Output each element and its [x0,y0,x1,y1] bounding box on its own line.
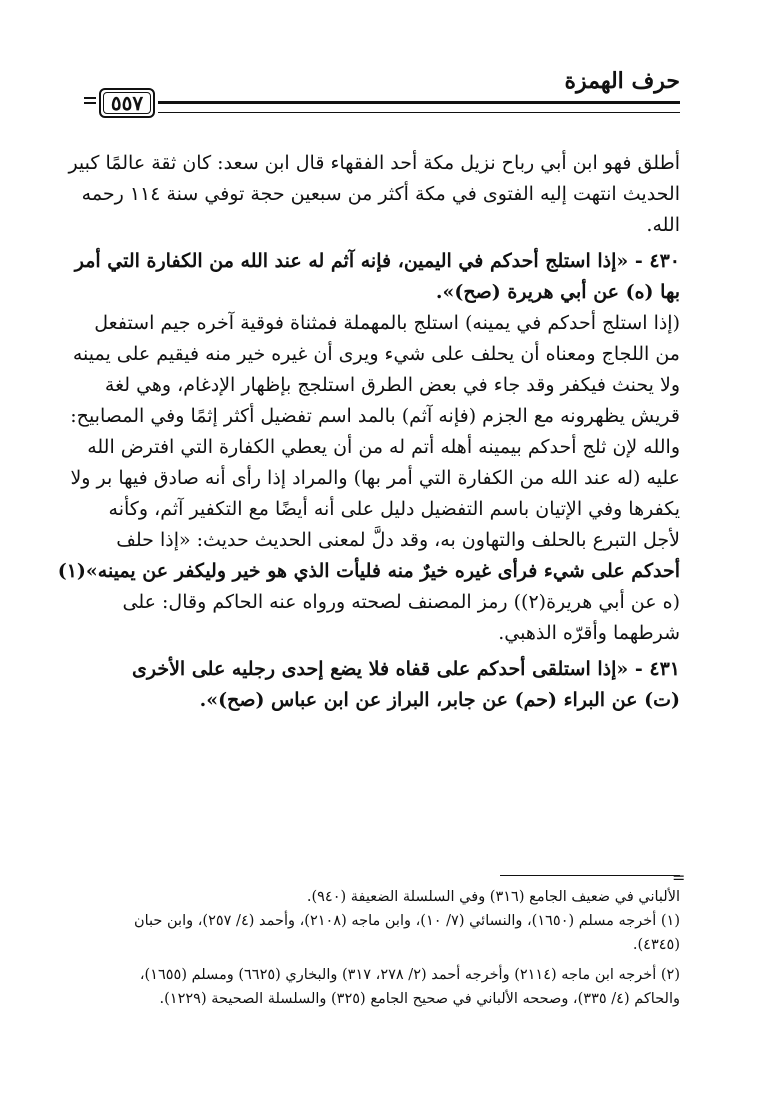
text-line: ولا يحنث فيكفر وقد جاء في بعض الطرق استلجج بإظهار الإدغام، وهي لغة [104,374,680,396]
footnote-continuation-mark: = [672,868,686,887]
page-number: ٥٥٧ [110,91,144,115]
page-number-ornament [84,94,96,108]
text-line: قريش يظهرونه مع الجزم (فإنه آثم) بالمد اسم تفضيل أكثر إثمًا وفي المصابيح: [70,405,680,427]
text-line: (ه عن أبي هريرة(٢)) رمز المصنف لصحته ورواه عنه الحاكم وقال: على [122,591,680,613]
hadith-431-line: (ت) عن البراء (حم) عن جابر، البراز عن ابن عباس (صح)». [199,689,680,711]
text-line: (إذا استلج أحدكم في يمينه) استلج بالمهملة فمثناة فوقية آخره جيم استفعل [94,312,680,334]
text-line: والله لإن ثلج أحدكم بيمينه أهله أتم له من أن يعطي الكفارة التي افترض الله [87,436,680,458]
main-text [57,148,680,716]
header-rule [158,101,680,113]
footnote-line: والحاكم (٤/ ٣٣٥)، وصححه الألباني في صحيح الجامع (٣٢٥) والسلسلة الصحيحة (١٢٢٩). [159,991,680,1007]
footnote-line: (٢) أخرجه ابن ماجه (٢١١٤) وأخرجه أحمد (٢/ ٢٧٨، ٣١٧) والبخاري (٦٦٢٥) ومسلم (١٦٥٥)، [139,967,680,983]
text-line: لأجل التبرع بالحلف والتهاون به، وقد دلَّ لمعنى الحديث حديث: «إذا حلف [116,529,680,551]
footnote-line: الألباني في ضعيف الجامع (٣١٦) وفي السلسلة الضعيفة (٩٤٠). [306,889,680,905]
hadith-430-line: ٤٣٠ - «إذا استلج أحدكم في اليمين، فإنه آثم له عند الله من الكفارة التي أمر [74,250,680,272]
text-line: شرطهما وأقرّه الذهبي. [498,622,680,644]
hadith-431-line: ٤٣١ - «إذا استلقى أحدكم على قفاه فلا يضع إحدى رجليه على الأخرى [131,658,680,680]
footnote-line: (٤٣٤٥). [632,937,680,953]
text-line: من اللجاج ومعناه أن يحلف على شيء ويرى أن غيره خير منه فيقيم على يمينه [72,343,680,365]
footnote-rule [500,875,680,876]
text-line: أحدكم على شيء فرأى غيره خيرٌ منه فليأت الذي هو خير وليكفر عن يمينه»(١) [57,560,680,582]
footnote-line: (١) أخرجه مسلم (١٦٥٠)، والنسائي (٧/ ١٠)، وابن ماجه (٢١٠٨)، وأحمد (٤/ ٢٥٧)، وابن حبان [133,913,680,929]
page-number-box [99,88,155,118]
text-line: يكفرها وفي الإتيان باسم التفضيل دليل على أنه أيضًا مع التكفير آثم، وكأنه [108,498,680,520]
footnotes [82,885,680,1011]
text-line: عليه (له عند الله من الكفارة التي أمر بها) والمراد إذا رأى أنه صادق فيها بر ولا [70,467,680,489]
hadith-430-line: بها (ه) عن أبي هريرة (صح)». [435,281,680,303]
running-header-title: حرف الهمزة [564,68,680,94]
text-line: أطلق فهو ابن أبي رباح نزيل مكة أحد الفقهاء قال ابن سعد: كان ثقة عالمًا كبير [68,152,680,174]
text-line: الحديث انتهت إليه الفتوى في مكة أكثر من سبعين حجة توفي سنة ١١٤ رحمه [81,183,680,205]
text-line: الله. [646,214,680,236]
